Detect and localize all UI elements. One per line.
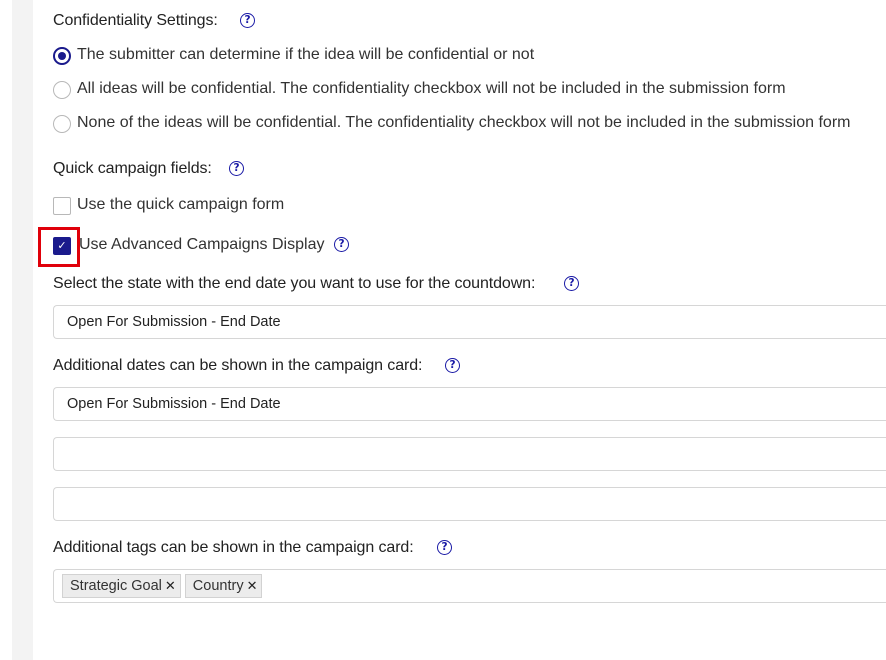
countdown-state-label: Select the state with the end date you want to use for the countdown: [53, 275, 536, 292]
confidentiality-settings-label: Confidentiality Settings: [53, 12, 218, 29]
advanced-campaigns-display-checkbox[interactable] [53, 237, 71, 255]
option-submitter-determines-label: The submitter can determine if the idea will be confidential or not [77, 46, 535, 63]
additional-tags-input[interactable] [53, 569, 886, 603]
tag-label: Strategic Goal [70, 578, 162, 594]
quick-campaign-help-icon[interactable]: ? [229, 161, 244, 176]
confidentiality-help-icon[interactable]: ? [240, 13, 255, 28]
option-all-confidential-label: All ideas will be confidential. The confidentiality checkbox will not be included in the submission form [77, 80, 786, 97]
advanced-campaigns-display-label: Use Advanced Campaigns Display [79, 236, 325, 253]
additional-date-select-2[interactable] [53, 437, 886, 471]
tag-label: Country [192, 578, 244, 594]
radio-submitter-determines[interactable] [53, 47, 71, 65]
quick-campaign-form-label: Use the quick campaign form [77, 196, 285, 213]
radio-all-confidential[interactable] [53, 81, 71, 99]
additional-date-select-3[interactable] [53, 487, 886, 521]
tag-country [185, 574, 263, 598]
tag-strategic-goal [62, 574, 181, 598]
radio-none-confidential[interactable] [53, 115, 71, 133]
additional-date-select-1[interactable]: Open For Submission - End Date [53, 387, 886, 421]
remove-tag-icon[interactable]: ✕ [246, 579, 258, 594]
quick-campaign-form-checkbox[interactable] [53, 197, 71, 215]
additional-dates-label: Additional dates can be shown in the campaign card: [53, 357, 423, 374]
additional-dates-help-icon[interactable]: ? [445, 358, 460, 373]
option-none-confidential-label: None of the ideas will be confidential. The confidentiality checkbox will not be included in the submission form [77, 114, 851, 131]
countdown-help-icon[interactable]: ? [564, 276, 579, 291]
left-edge-strip [0, 0, 12, 660]
countdown-state-select[interactable]: Open For Submission - End Date [53, 305, 886, 339]
advanced-display-help-icon[interactable]: ? [334, 237, 349, 252]
additional-tags-help-icon[interactable]: ? [437, 540, 452, 555]
remove-tag-icon[interactable]: ✕ [164, 579, 176, 594]
checkmark-icon: ✓ [57, 239, 67, 252]
additional-tags-label: Additional tags can be shown in the campaign card: [53, 539, 414, 556]
quick-campaign-fields-label: Quick campaign fields: [53, 160, 212, 177]
